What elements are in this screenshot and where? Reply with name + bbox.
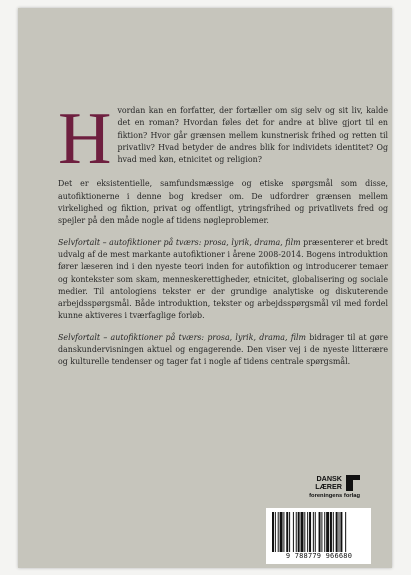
- publisher-line1: DANSK: [316, 474, 342, 483]
- back-cover-text: [58, 98, 388, 378]
- intro-paragraph: vordan kan en forfatter, der fortæller om sig selv og sit liv, kalde det en roman? Hvordan føles det for andre at blive gjort til en fiktion? Hvor går grænsen mellem kunstnerisk frihed og retten til privatliv? Hvad betyder de andres blik for individets identitet? Og hvad med køn, etnicitet og religion?: [117, 106, 388, 165]
- paragraph-themes: Det er eksistentielle, samfundsmæssige og etiske spørgsmål som disse, autofiktionerne i denne bog kredser om. De udfordrer grænsen mellem virkelighed og fiktion, privat og offentligt, ytringsfrihed og privatlivets fred og spejler på den måde nogle af tidens nøgleproblemer.: [58, 179, 388, 226]
- paragraph-content: [58, 237, 388, 323]
- publisher-subtitle: foreningens forlag: [309, 493, 360, 499]
- book-back-cover: [18, 8, 392, 568]
- barcode-bars: [272, 512, 364, 552]
- publisher-mark-icon: [346, 475, 360, 491]
- publisher-name: [288, 475, 342, 491]
- book-title-italic-2: Selvfortalt – autofiktioner på tværs: prosa, lyrik, drama, film: [58, 332, 307, 342]
- drop-cap: H: [58, 98, 112, 180]
- book-title-italic: Selvfortalt – autofiktioner på tværs: prosa, lyrik, drama, film: [58, 237, 301, 247]
- paragraph-purpose: [58, 332, 388, 369]
- paragraph-purpose-text: bidrager til at gøre danskundervisningen aktuel og engagerende. Den viser vej i de nyeste litterære og kulturelle tendenser og tager fat i nogle af tidens centrale spørgsmål.: [58, 332, 388, 367]
- isbn-number: 9 788779 966680: [285, 552, 353, 560]
- barcode: [266, 508, 371, 564]
- intro-block: [58, 98, 388, 180]
- paragraph-content-text: præsenterer et bredt udvalg af de mest markante autofiktioner i årene 2008-2014. Bogens introduktion fører læseren ind i den nyeste teori inden for autofiktion og introducerer temaer og kontekster som skam, menneskerettigheder, etnicitet, globalisering og sociale medier. Til antologiens tekster er der grundige analytiske og diskuterende arbejdsspørgsmål. Både introduktion, tekster og arbejdsspørgsmål vil med fordel kunne aktiveres i tværfaglige forløb.: [58, 237, 388, 321]
- publisher-line2: LÆRER: [315, 481, 342, 491]
